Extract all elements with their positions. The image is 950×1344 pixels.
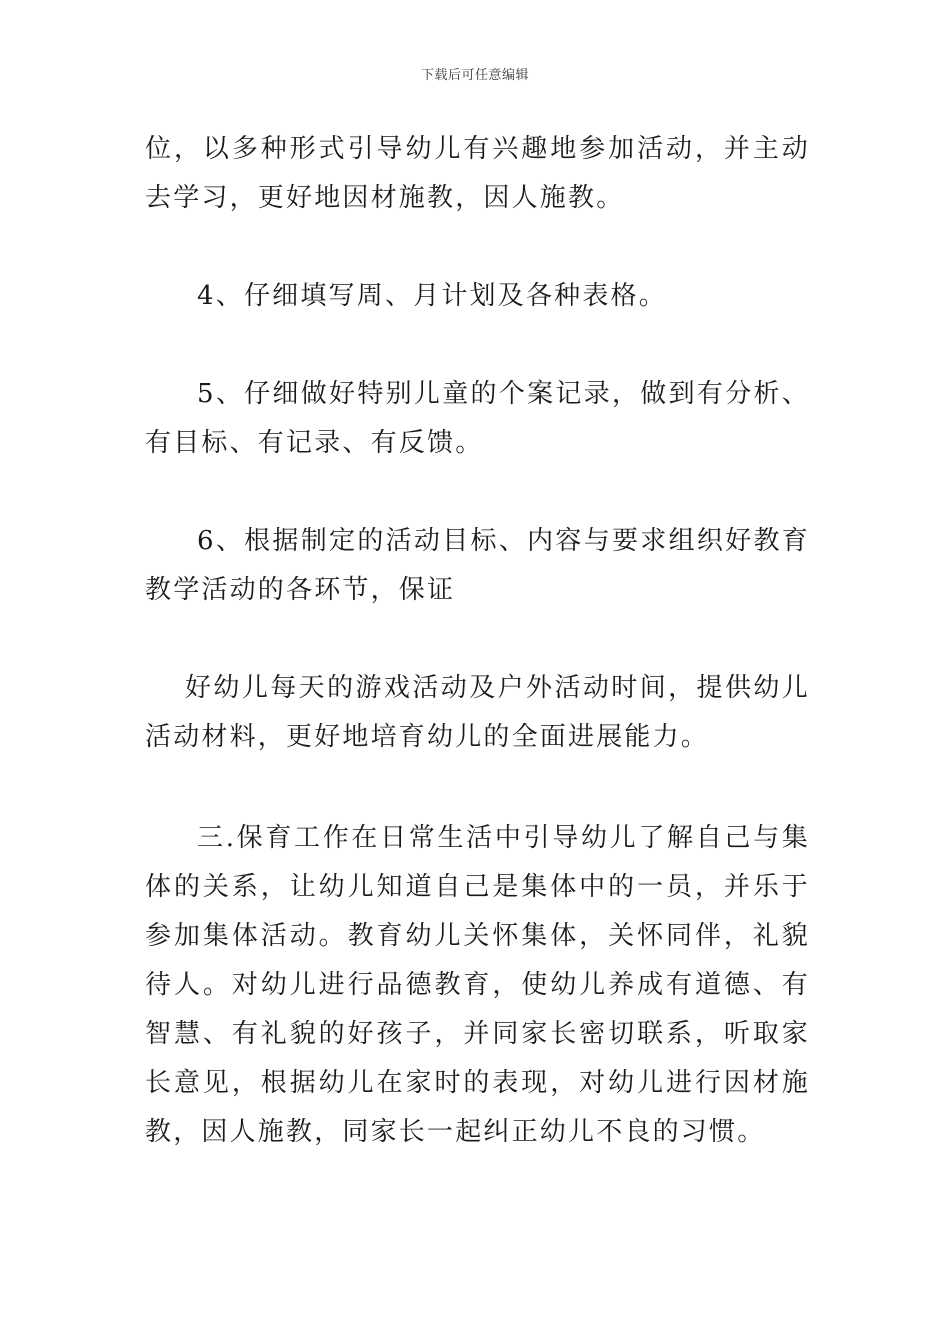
paragraph-item-5: 5、仔细做好特别儿童的个案记录，做到有分析、有目标、有记录、有反馈。 [145,379,810,458]
paragraph-item-4: 4、仔细填写周、月计划及各种表格。 [197,281,667,311]
paragraph-continuation: 位，以多种形式引导幼儿有兴趣地参加活动，并主动去学习，更好地因材施教，因人施教。 [145,134,810,213]
paragraph-item-6: 6、根据制定的活动目标、内容与要求组织好教育教学活动的各环节，保证 [145,526,810,605]
document-body [145,125,810,1157]
page-header: 下载后可任意编辑 [420,68,529,83]
paragraph-item-6-continued: 好幼儿每天的游戏活动及户外活动时间，提供幼儿活动材料，更好地培育幼儿的全面进展能力。 [145,673,810,752]
paragraph-section-3: 三.保育工作在日常生活中引导幼儿了解自己与集体的关系，让幼儿知道自己是集体中的一员，并乐于参加集体活动。教育幼儿关怀集体，关怀同伴，礼貌待人。对幼儿进行品德教育，使幼儿养成有道德、有智慧、有礼貌的好孩子，并同家长密切联系，听取家长意见，根据幼儿在家时的表现，对幼儿进行因材施教，因人施教，同家长一起纠正幼儿不良的习惯。 [145,823,810,1147]
